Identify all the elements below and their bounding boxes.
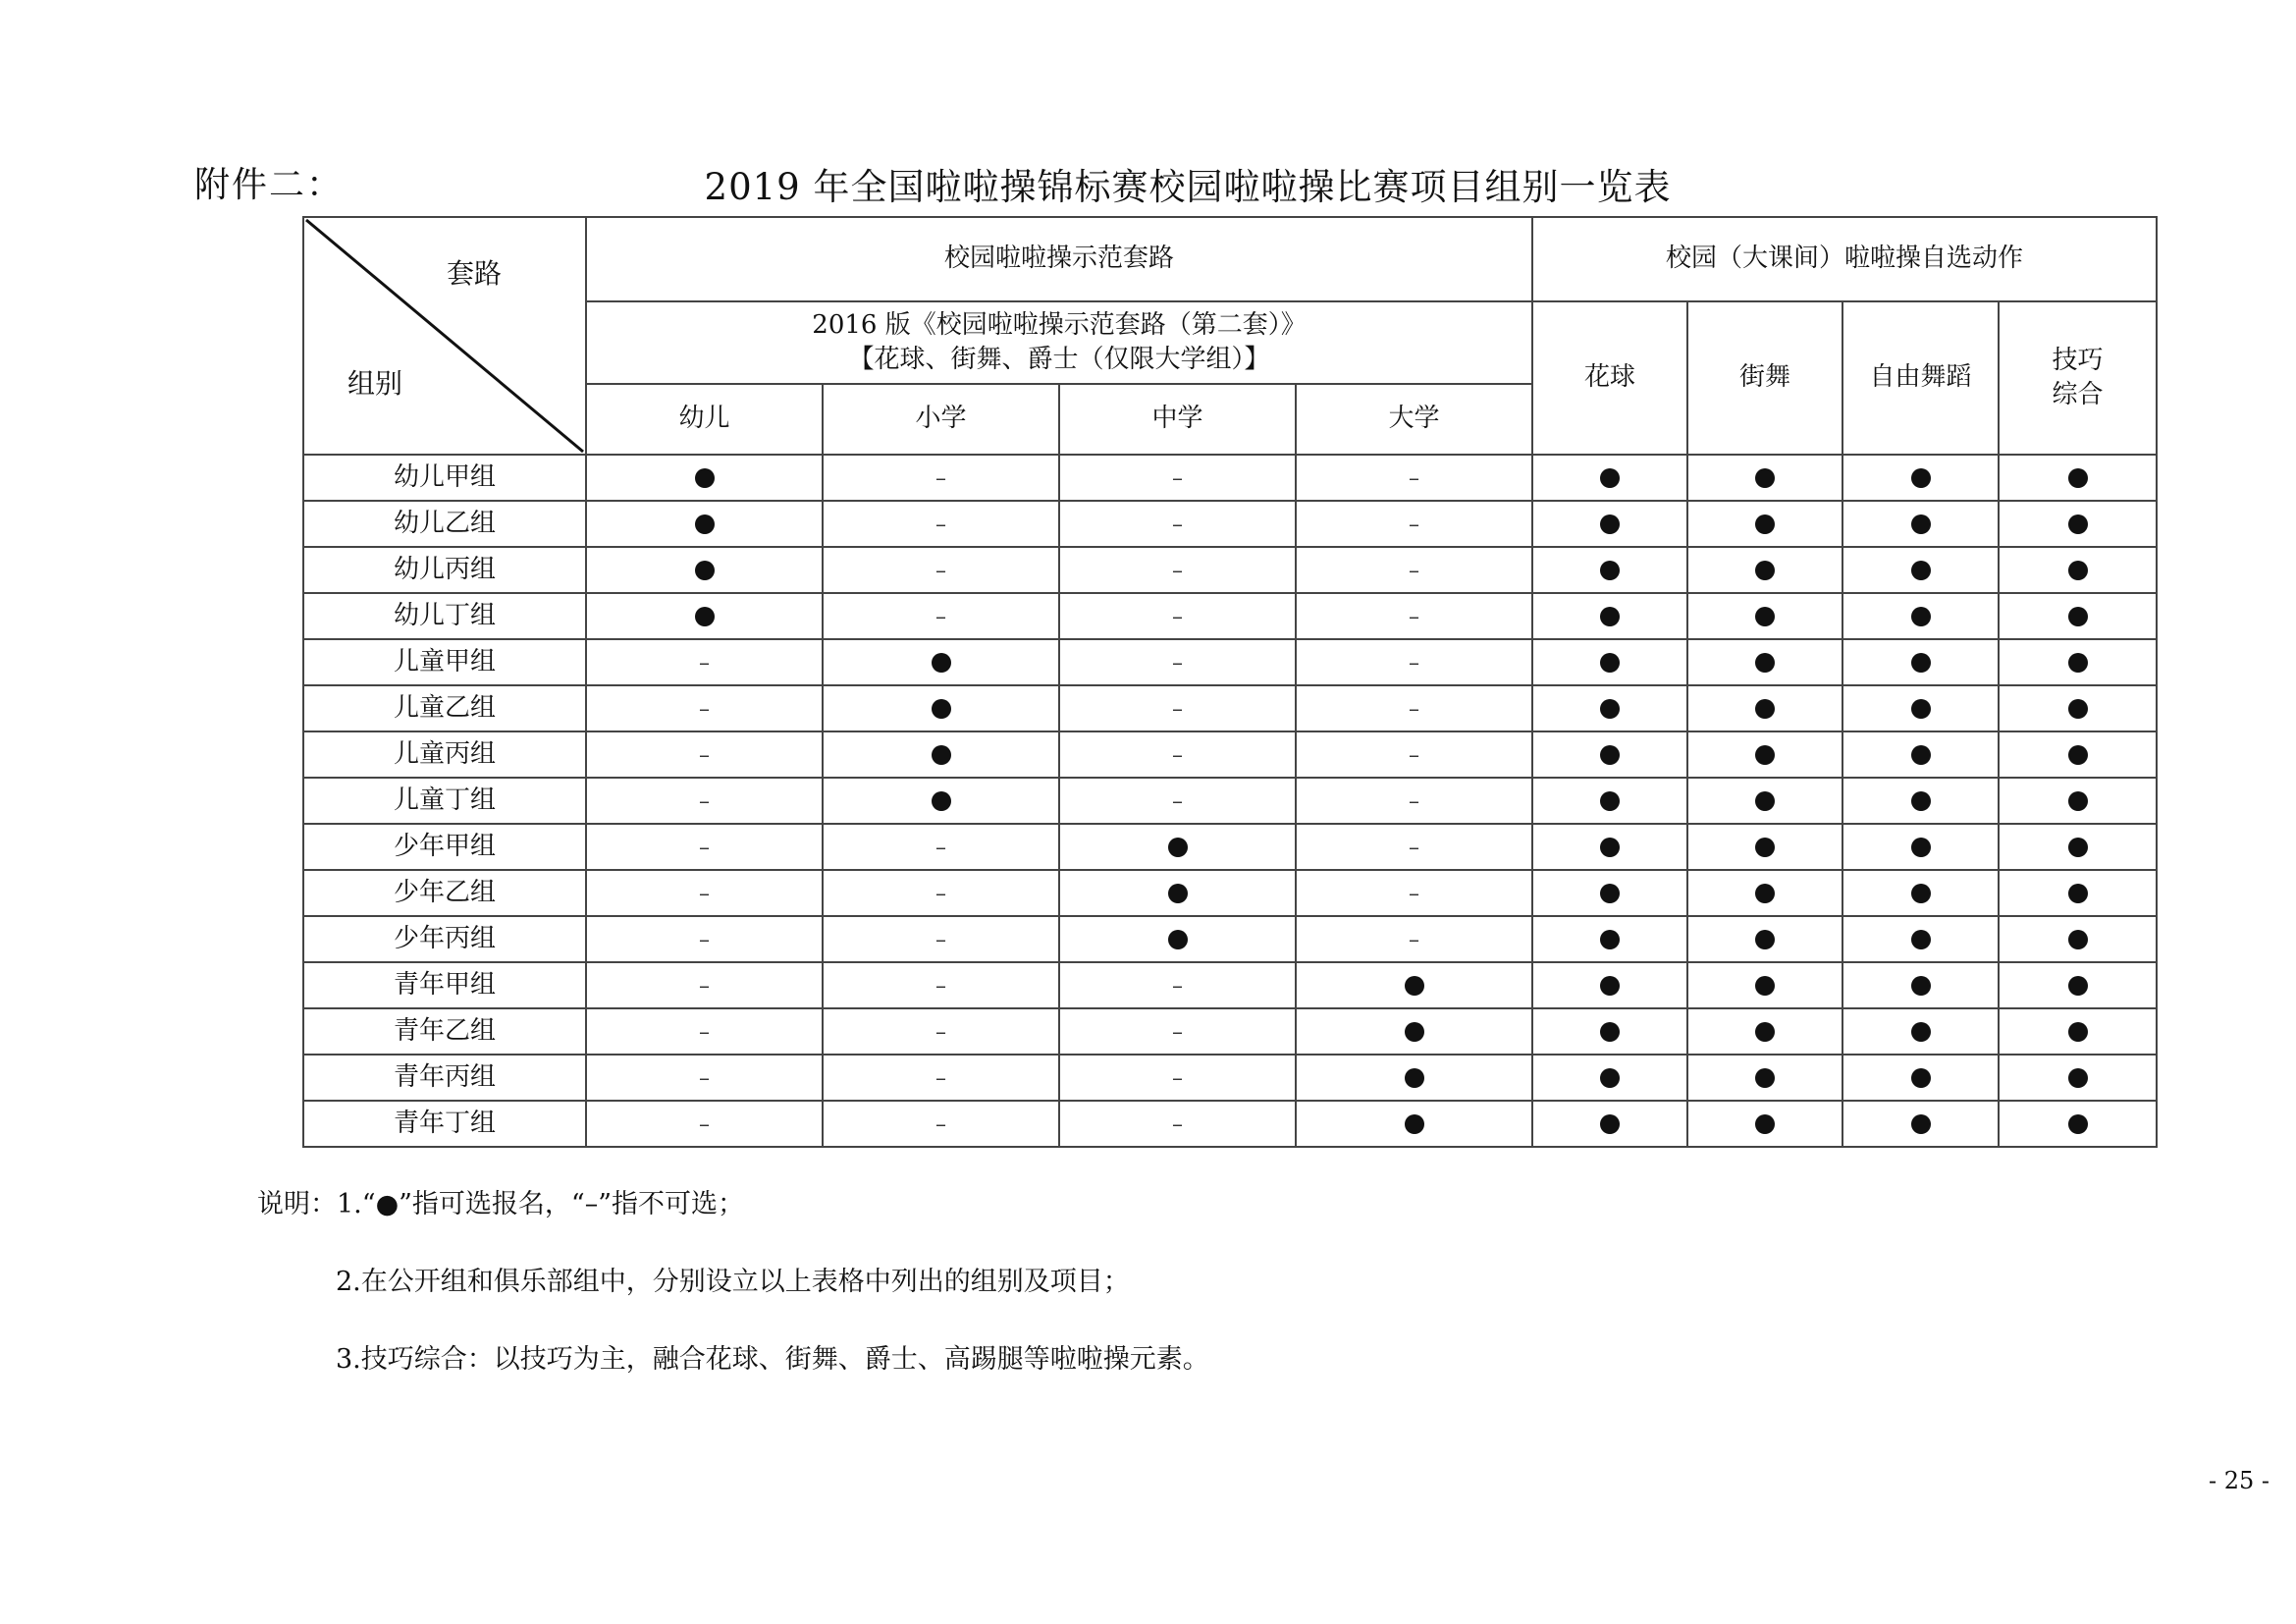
page-number: - 25 - (2209, 1467, 2270, 1494)
not-eligible-dash: – (1409, 742, 1419, 768)
group-name-cell: 青年丁组 (303, 1101, 586, 1147)
eligibility-cell (1059, 1055, 1296, 1101)
eligible-dot-icon (1755, 699, 1775, 719)
not-eligible-dash: – (699, 650, 710, 676)
eligibility-cell (823, 593, 1059, 639)
eligible-dot-icon (1911, 653, 1931, 673)
note-1: 说明：1.“●”指可选报名，“–”指不可选； (257, 1189, 745, 1219)
col-header-hiphop: 街舞 (1687, 301, 1842, 455)
eligible-dot-icon (1600, 699, 1620, 719)
eligibility-cell (1296, 916, 1532, 962)
col-header-skills (1999, 301, 2157, 455)
not-eligible-dash: – (699, 742, 710, 768)
demo-routine-version: 2016 版《校园啦啦操示范套路（第二套）》 (812, 309, 1307, 340)
eligibility-cell (1842, 916, 1999, 962)
eligible-dot-icon (2068, 884, 2088, 903)
eligibility-cell (1296, 778, 1532, 824)
eligible-dot-icon (2068, 791, 2088, 811)
eligibility-cell (1842, 1101, 1999, 1147)
not-eligible-dash: – (1409, 696, 1419, 722)
eligibility-cell (586, 1055, 823, 1101)
eligibility-cell (1999, 1055, 2157, 1101)
header-row-1 (303, 217, 2157, 301)
group-name-cell: 少年乙组 (303, 870, 586, 916)
table-row (303, 824, 2157, 870)
eligibility-cell (1532, 547, 1687, 593)
eligible-dot-icon (1600, 468, 1620, 488)
eligibility-cell (586, 778, 823, 824)
eligible-dot-icon (1755, 1068, 1775, 1088)
eligibility-cell (1532, 962, 1687, 1008)
eligible-dot-icon (695, 561, 715, 580)
not-eligible-dash: – (1172, 1065, 1183, 1091)
eligibility-cell (1059, 639, 1296, 685)
eligible-dot-icon (1911, 1114, 1931, 1134)
eligibility-cell (1532, 824, 1687, 870)
eligibility-cell (1842, 639, 1999, 685)
eligibility-cell (1059, 870, 1296, 916)
not-eligible-dash: – (1172, 604, 1183, 629)
eligible-dot-icon (932, 699, 951, 719)
col-header-primary: 小学 (823, 384, 1059, 455)
table-row (303, 501, 2157, 547)
table-row (303, 1008, 2157, 1055)
document-title: 2019 年全国啦啦操锦标赛校园啦啦操比赛项目组别一览表 (704, 166, 1672, 208)
eligible-dot-icon (932, 791, 951, 811)
eligibility-cell (1296, 501, 1532, 547)
not-eligible-dash: – (1172, 1111, 1183, 1137)
eligible-dot-icon (1755, 607, 1775, 626)
eligible-dot-icon (1911, 699, 1931, 719)
not-eligible-dash: – (699, 1065, 710, 1091)
eligibility-cell (823, 824, 1059, 870)
not-eligible-dash: – (1409, 835, 1419, 860)
eligibility-cell (1532, 731, 1687, 778)
eligibility-cell (1059, 778, 1296, 824)
eligible-dot-icon (1755, 1114, 1775, 1134)
demo-routine-subheader (586, 301, 1532, 384)
eligible-dot-icon (2068, 561, 2088, 580)
group-name-cell: 幼儿甲组 (303, 455, 586, 501)
not-eligible-dash: – (699, 973, 710, 999)
eligibility-cell (1999, 962, 2157, 1008)
eligibility-cell (586, 639, 823, 685)
eligibility-cell (586, 501, 823, 547)
eligibility-cell (1999, 547, 2157, 593)
eligibility-cell (1532, 639, 1687, 685)
eligible-dot-icon (1168, 884, 1188, 903)
eligible-dot-icon (1755, 791, 1775, 811)
eligibility-cell (1687, 824, 1842, 870)
group-name-cell: 幼儿丙组 (303, 547, 586, 593)
eligibility-cell (823, 501, 1059, 547)
corner-routine-label: 套路 (447, 257, 503, 290)
eligibility-cell (823, 778, 1059, 824)
eligible-dot-icon (1911, 468, 1931, 488)
eligibility-cell (1687, 547, 1842, 593)
eligible-dot-icon (2068, 838, 2088, 857)
eligibility-cell (1999, 639, 2157, 685)
eligible-dot-icon (695, 607, 715, 626)
eligibility-cell (1296, 962, 1532, 1008)
col-header-kindergarten: 幼儿 (586, 384, 823, 455)
eligibility-cell (1687, 916, 1842, 962)
eligibility-cell (1842, 1055, 1999, 1101)
eligible-dot-icon (1911, 1022, 1931, 1042)
eligibility-cell (1059, 455, 1296, 501)
eligibility-cell (1059, 916, 1296, 962)
eligibility-cell (1999, 824, 2157, 870)
eligibility-cell (586, 685, 823, 731)
eligibility-cell (1999, 1101, 2157, 1147)
not-eligible-dash: – (1172, 788, 1183, 814)
events-table (302, 216, 2158, 1148)
eligible-dot-icon (2068, 1022, 2088, 1042)
corner-diagonal (304, 218, 585, 454)
eligibility-cell (1842, 962, 1999, 1008)
eligible-dot-icon (1600, 1068, 1620, 1088)
eligibility-cell (1687, 1008, 1842, 1055)
eligibility-cell (1999, 455, 2157, 501)
eligible-dot-icon (1600, 976, 1620, 996)
eligibility-cell (1687, 870, 1842, 916)
eligibility-cell (586, 547, 823, 593)
table-row (303, 962, 2157, 1008)
not-eligible-dash: – (1172, 696, 1183, 722)
eligibility-cell (1842, 547, 1999, 593)
not-eligible-dash: – (699, 927, 710, 952)
not-eligible-dash: – (1172, 650, 1183, 676)
eligibility-cell (823, 731, 1059, 778)
eligibility-cell (586, 455, 823, 501)
not-eligible-dash: – (935, 1019, 946, 1045)
eligible-dot-icon (2068, 699, 2088, 719)
group-name-cell: 幼儿乙组 (303, 501, 586, 547)
not-eligible-dash: – (1172, 742, 1183, 768)
not-eligible-dash: – (935, 881, 946, 906)
eligibility-cell (1532, 593, 1687, 639)
eligible-dot-icon (695, 514, 715, 534)
eligible-dot-icon (1600, 884, 1620, 903)
eligible-dot-icon (1911, 561, 1931, 580)
not-eligible-dash: – (935, 1065, 946, 1091)
eligibility-cell (1532, 685, 1687, 731)
eligibility-cell (1999, 1008, 2157, 1055)
not-eligible-dash: – (1172, 1019, 1183, 1045)
eligibility-cell (1999, 778, 2157, 824)
eligible-dot-icon (1600, 791, 1620, 811)
group-name-cell: 儿童丁组 (303, 778, 586, 824)
eligibility-cell (586, 962, 823, 1008)
eligibility-cell (823, 685, 1059, 731)
eligible-dot-icon (1755, 561, 1775, 580)
eligible-dot-icon (2068, 468, 2088, 488)
eligibility-cell (1687, 731, 1842, 778)
eligible-dot-icon (1600, 1022, 1620, 1042)
eligible-dot-icon (1755, 745, 1775, 765)
eligibility-cell (1059, 731, 1296, 778)
eligibility-cell (1687, 685, 1842, 731)
eligibility-cell (823, 870, 1059, 916)
table-row (303, 916, 2157, 962)
table-row (303, 593, 2157, 639)
eligibility-cell (1687, 778, 1842, 824)
eligible-dot-icon (1911, 745, 1931, 765)
eligible-dot-icon (1600, 561, 1620, 580)
eligibility-cell (1059, 593, 1296, 639)
eligibility-cell (1296, 1101, 1532, 1147)
not-eligible-dash: – (935, 604, 946, 629)
eligibility-cell (823, 1008, 1059, 1055)
eligible-dot-icon (1405, 1114, 1424, 1134)
eligibility-cell (1059, 1101, 1296, 1147)
eligibility-cell (1842, 1008, 1999, 1055)
group-name-cell: 儿童丙组 (303, 731, 586, 778)
eligible-dot-icon (2068, 1068, 2088, 1088)
not-eligible-dash: – (1409, 465, 1419, 491)
eligible-dot-icon (2068, 976, 2088, 996)
eligibility-cell (1842, 685, 1999, 731)
not-eligible-dash: – (1409, 604, 1419, 629)
table-row (303, 731, 2157, 778)
eligibility-cell (1059, 824, 1296, 870)
not-eligible-dash: – (1409, 788, 1419, 814)
eligible-dot-icon (1405, 1068, 1424, 1088)
eligible-dot-icon (2068, 514, 2088, 534)
col-header-middle: 中学 (1059, 384, 1296, 455)
eligibility-cell (1059, 547, 1296, 593)
eligible-dot-icon (1600, 930, 1620, 949)
not-eligible-dash: – (699, 881, 710, 906)
eligible-dot-icon (1600, 838, 1620, 857)
eligible-dot-icon (2068, 930, 2088, 949)
eligibility-cell (1296, 824, 1532, 870)
not-eligible-dash: – (1172, 558, 1183, 583)
eligible-dot-icon (1755, 468, 1775, 488)
not-eligible-dash: – (935, 558, 946, 583)
note-2: 2.在公开组和俱乐部组中，分别设立以上表格中列出的组别及项目； (336, 1267, 1130, 1297)
eligible-dot-icon (1911, 884, 1931, 903)
group-name-cell: 儿童甲组 (303, 639, 586, 685)
eligibility-cell (1842, 778, 1999, 824)
eligibility-cell (823, 1101, 1059, 1147)
eligibility-cell (1842, 870, 1999, 916)
not-eligible-dash: – (699, 1111, 710, 1137)
table-row (303, 639, 2157, 685)
not-eligible-dash: – (935, 512, 946, 537)
eligible-dot-icon (1755, 976, 1775, 996)
eligibility-cell (1532, 870, 1687, 916)
eligible-dot-icon (1911, 607, 1931, 626)
not-eligible-dash: – (1172, 512, 1183, 537)
not-eligible-dash: – (699, 835, 710, 860)
eligibility-cell (1296, 685, 1532, 731)
eligibility-cell (586, 1101, 823, 1147)
not-eligible-dash: – (935, 465, 946, 491)
eligibility-cell (586, 824, 823, 870)
table-row (303, 778, 2157, 824)
eligible-dot-icon (2068, 745, 2088, 765)
eligible-dot-icon (1755, 653, 1775, 673)
eligibility-cell (1687, 593, 1842, 639)
eligibility-cell (1687, 962, 1842, 1008)
eligibility-cell (1687, 1101, 1842, 1147)
not-eligible-dash: – (935, 927, 946, 952)
col-header-skills-line2: 综合 (2052, 380, 2104, 409)
not-eligible-dash: – (1172, 973, 1183, 999)
eligibility-cell (1532, 1055, 1687, 1101)
eligible-dot-icon (1600, 745, 1620, 765)
eligibility-cell (1059, 1008, 1296, 1055)
not-eligible-dash: – (1409, 558, 1419, 583)
eligibility-cell (1059, 685, 1296, 731)
eligibility-cell (1999, 916, 2157, 962)
eligibility-cell (1296, 455, 1532, 501)
eligible-dot-icon (1755, 930, 1775, 949)
eligibility-cell (1296, 639, 1532, 685)
eligibility-cell (1999, 870, 2157, 916)
eligibility-cell (823, 547, 1059, 593)
eligibility-cell (823, 916, 1059, 962)
col-header-university: 大学 (1296, 384, 1532, 455)
eligible-dot-icon (1755, 884, 1775, 903)
table-row (303, 455, 2157, 501)
table-row (303, 685, 2157, 731)
eligibility-cell (586, 593, 823, 639)
eligible-dot-icon (1755, 514, 1775, 534)
eligibility-cell (1532, 501, 1687, 547)
self-selected-header: 校园（大课间）啦啦操自选动作 (1532, 217, 2157, 301)
group-name-cell: 儿童乙组 (303, 685, 586, 731)
not-eligible-dash: – (1409, 512, 1419, 537)
eligible-dot-icon (2068, 653, 2088, 673)
eligibility-cell (1296, 1055, 1532, 1101)
col-header-skills-line1: 技巧 (2052, 345, 2104, 375)
eligible-dot-icon (2068, 607, 2088, 626)
not-eligible-dash: – (699, 1019, 710, 1045)
eligibility-cell (1842, 455, 1999, 501)
eligibility-cell (586, 870, 823, 916)
eligibility-cell (1687, 639, 1842, 685)
eligibility-cell (1532, 455, 1687, 501)
eligible-dot-icon (1405, 976, 1424, 996)
group-name-cell: 青年丙组 (303, 1055, 586, 1101)
attachment-label: 附件二： (194, 165, 345, 205)
not-eligible-dash: – (1409, 881, 1419, 906)
eligibility-cell (1842, 501, 1999, 547)
note-3: 3.技巧综合：以技巧为主，融合花球、街舞、爵士、高踢腿等啦啦操元素。 (336, 1344, 1209, 1375)
eligibility-cell (586, 731, 823, 778)
demo-routine-items: 【花球、街舞、爵士（仅限大学组）】 (848, 345, 1270, 374)
eligibility-cell (823, 1055, 1059, 1101)
not-eligible-dash: – (935, 835, 946, 860)
eligibility-cell (1999, 501, 2157, 547)
eligibility-cell (1296, 1008, 1532, 1055)
eligibility-cell (1059, 962, 1296, 1008)
not-eligible-dash: – (699, 696, 710, 722)
eligibility-cell (1532, 778, 1687, 824)
not-eligible-dash: – (1172, 465, 1183, 491)
table-row (303, 1101, 2157, 1147)
eligible-dot-icon (695, 468, 715, 488)
eligible-dot-icon (1600, 607, 1620, 626)
eligible-dot-icon (1911, 791, 1931, 811)
eligible-dot-icon (1755, 838, 1775, 857)
eligible-dot-icon (1600, 653, 1620, 673)
eligibility-cell (823, 639, 1059, 685)
eligibility-cell (1842, 824, 1999, 870)
eligibility-cell (823, 962, 1059, 1008)
eligible-dot-icon (1911, 1068, 1931, 1088)
eligible-dot-icon (1600, 514, 1620, 534)
eligibility-cell (1296, 547, 1532, 593)
eligible-dot-icon (1755, 1022, 1775, 1042)
eligible-dot-icon (932, 745, 951, 765)
col-header-pompom: 花球 (1532, 301, 1687, 455)
eligibility-cell (586, 916, 823, 962)
eligibility-cell (1687, 1055, 1842, 1101)
not-eligible-dash: – (1409, 650, 1419, 676)
eligible-dot-icon (1168, 930, 1188, 949)
eligible-dot-icon (1911, 514, 1931, 534)
corner-cell (303, 217, 586, 455)
eligibility-cell (586, 1008, 823, 1055)
group-name-cell: 青年乙组 (303, 1008, 586, 1055)
eligible-dot-icon (1911, 838, 1931, 857)
eligibility-cell (1296, 593, 1532, 639)
eligibility-cell (1296, 731, 1532, 778)
table-row (303, 547, 2157, 593)
eligibility-cell (1999, 731, 2157, 778)
eligible-dot-icon (1600, 1114, 1620, 1134)
corner-group-label: 组别 (347, 367, 403, 400)
eligibility-cell (1687, 501, 1842, 547)
eligible-dot-icon (2068, 1114, 2088, 1134)
eligibility-cell (1532, 916, 1687, 962)
eligibility-cell (1999, 685, 2157, 731)
eligibility-cell (823, 455, 1059, 501)
eligibility-cell (1842, 731, 1999, 778)
table-row (303, 1055, 2157, 1101)
eligibility-cell (1059, 501, 1296, 547)
not-eligible-dash: – (1409, 927, 1419, 952)
col-header-freestyle: 自由舞蹈 (1842, 301, 1999, 455)
eligible-dot-icon (1911, 976, 1931, 996)
eligibility-cell (1532, 1008, 1687, 1055)
group-name-cell: 少年甲组 (303, 824, 586, 870)
not-eligible-dash: – (699, 788, 710, 814)
eligibility-cell (1842, 593, 1999, 639)
group-name-cell: 青年甲组 (303, 962, 586, 1008)
group-name-cell: 幼儿丁组 (303, 593, 586, 639)
table-row (303, 870, 2157, 916)
not-eligible-dash: – (935, 1111, 946, 1137)
eligibility-cell (1296, 870, 1532, 916)
eligibility-cell (1532, 1101, 1687, 1147)
eligibility-cell (1999, 593, 2157, 639)
demo-routine-header: 校园啦啦操示范套路 (586, 217, 1532, 301)
eligible-dot-icon (1405, 1022, 1424, 1042)
eligible-dot-icon (1168, 838, 1188, 857)
eligible-dot-icon (1911, 930, 1931, 949)
group-name-cell: 少年丙组 (303, 916, 586, 962)
eligibility-cell (1687, 455, 1842, 501)
not-eligible-dash: – (935, 973, 946, 999)
eligible-dot-icon (932, 653, 951, 673)
